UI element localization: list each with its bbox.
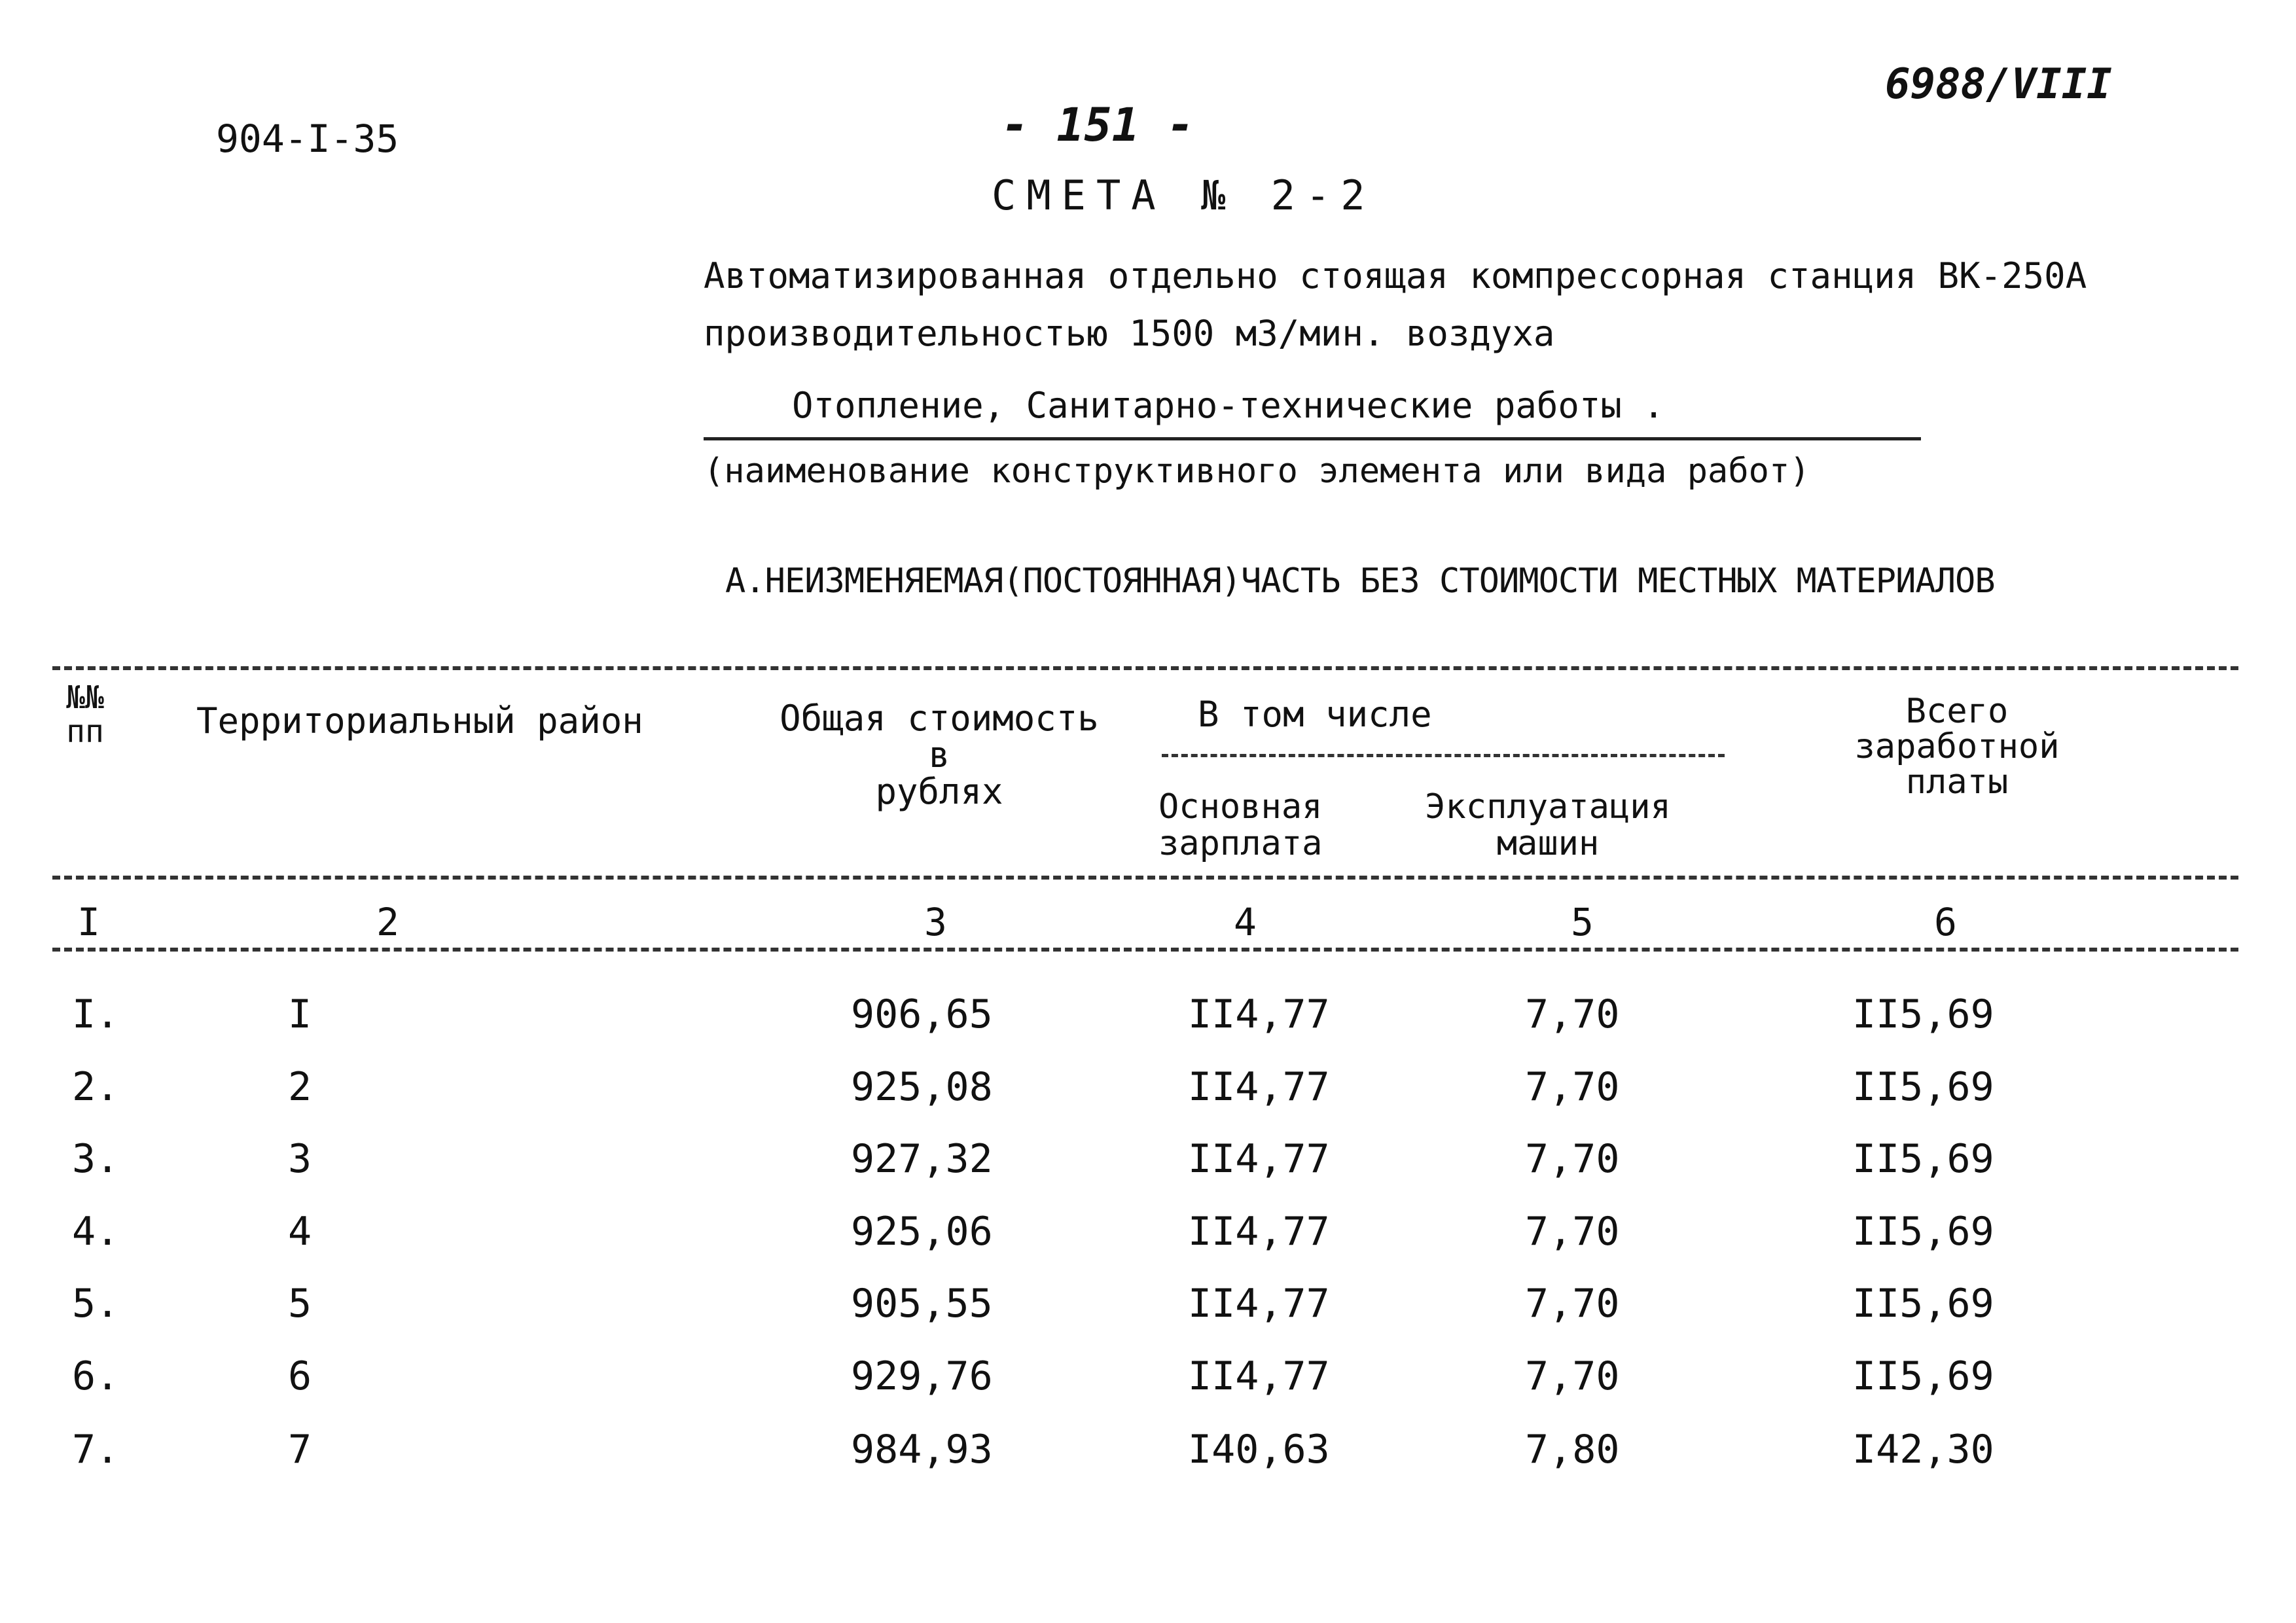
group-header-rule: [1162, 754, 1725, 757]
salary-cell: II4,77: [1188, 991, 1330, 1037]
column-number: 5: [1571, 900, 1594, 944]
machines-cell: 7,80: [1525, 1427, 1620, 1472]
header-total-cost: [756, 700, 1122, 810]
header-row-number-line1: №№: [66, 679, 104, 716]
archive-mark: 6988/VIII: [1885, 60, 2112, 109]
wages-cell: II5,69: [1852, 991, 1994, 1037]
row-number-cell: I.: [72, 991, 120, 1037]
estimate-title: СМЕТА № 2-2: [992, 171, 1376, 219]
salary-cell: I40,63: [1188, 1427, 1330, 1472]
column-number: I: [77, 900, 100, 944]
wages-cell: II5,69: [1852, 1064, 1994, 1110]
header-wages-line2: заработной: [1854, 727, 2060, 766]
row-number-cell: 3.: [72, 1136, 120, 1182]
region-cell: 6: [288, 1353, 312, 1399]
total-cost-cell: 925,08: [851, 1064, 993, 1110]
machines-cell: 7,70: [1525, 1281, 1620, 1327]
column-number: 4: [1234, 900, 1257, 944]
header-region: Территориальный район: [196, 700, 643, 741]
header-total-wages: [1820, 694, 2094, 800]
salary-cell: II4,77: [1188, 1064, 1330, 1110]
region-cell: 5: [288, 1281, 312, 1327]
work-type: Отопление, Санитарно-технические работы .: [792, 385, 1664, 426]
machines-cell: 7,70: [1525, 1064, 1620, 1110]
salary-cell: II4,77: [1188, 1353, 1330, 1399]
row-number-cell: 2.: [72, 1064, 120, 1110]
region-cell: I: [288, 991, 312, 1037]
salary-cell: II4,77: [1188, 1281, 1330, 1327]
document-code: 904-I-35: [216, 116, 399, 161]
column-number: 6: [1934, 900, 1957, 944]
row-number-cell: 4.: [72, 1209, 120, 1255]
header-wages-line1: Всего: [1905, 692, 2009, 731]
wages-cell: II5,69: [1852, 1209, 1994, 1255]
total-cost-cell: 905,55: [851, 1281, 993, 1327]
wages-cell: I42,30: [1852, 1427, 1994, 1472]
column-number: 2: [376, 900, 399, 944]
page-number: - 151 -: [1001, 98, 1195, 152]
header-total-line2: в: [928, 734, 950, 776]
header-total-line1: Общая стоимость: [780, 698, 1099, 739]
column-number-rule: [52, 948, 2238, 952]
header-total-line3: рублях: [875, 771, 1003, 812]
header-including: В том числе: [1198, 694, 1432, 735]
header-salary-line2: зарплата: [1158, 824, 1323, 863]
total-cost-cell: 984,93: [851, 1427, 993, 1472]
wages-cell: II5,69: [1852, 1136, 1994, 1182]
object-description-line-2: производительностью 1500 м3/мин. воздуха: [704, 313, 1555, 354]
header-row-number: [52, 681, 118, 749]
total-cost-cell: 927,32: [851, 1136, 993, 1182]
total-cost-cell: 906,65: [851, 991, 993, 1037]
machines-cell: 7,70: [1525, 1209, 1620, 1255]
row-number-cell: 7.: [72, 1427, 120, 1472]
row-number-cell: 5.: [72, 1281, 120, 1327]
region-cell: 2: [288, 1064, 312, 1110]
wages-cell: II5,69: [1852, 1281, 1994, 1327]
wages-cell: II5,69: [1852, 1353, 1994, 1399]
machines-cell: 7,70: [1525, 1136, 1620, 1182]
header-wages-line3: платы: [1905, 762, 2009, 802]
total-cost-cell: 925,06: [851, 1209, 993, 1255]
region-cell: 4: [288, 1209, 312, 1255]
header-machines-line1: Эксплуатация: [1425, 787, 1671, 827]
machines-cell: 7,70: [1525, 991, 1620, 1037]
header-row-number-line2: пп: [66, 713, 104, 750]
table-top-rule: [52, 666, 2238, 670]
object-description-line-1: Автоматизированная отдельно стоящая компрессорная станция ВК-250А: [704, 255, 2087, 296]
machines-cell: 7,70: [1525, 1353, 1620, 1399]
salary-cell: II4,77: [1188, 1209, 1330, 1255]
column-number: 3: [924, 900, 947, 944]
header-bottom-rule: [52, 876, 2238, 880]
row-number-cell: 6.: [72, 1353, 120, 1399]
header-machines-line2: машин: [1496, 824, 1600, 863]
part-heading: А.НЕИЗМЕНЯЕМАЯ(ПОСТОЯННАЯ)ЧАСТЬ БЕЗ СТОИМОСТИ МЕСТНЫХ МАТЕРИАЛОВ: [725, 562, 1995, 601]
element-caption: (наименование конструктивного элемента или вида работ): [704, 452, 1810, 491]
salary-cell: II4,77: [1188, 1136, 1330, 1182]
element-underline: [704, 437, 1921, 440]
header-machine-operation: [1394, 789, 1702, 862]
total-cost-cell: 929,76: [851, 1353, 993, 1399]
header-base-salary: [1158, 789, 1361, 862]
header-salary-line1: Основная: [1158, 787, 1323, 827]
region-cell: 3: [288, 1136, 312, 1182]
region-cell: 7: [288, 1427, 312, 1472]
